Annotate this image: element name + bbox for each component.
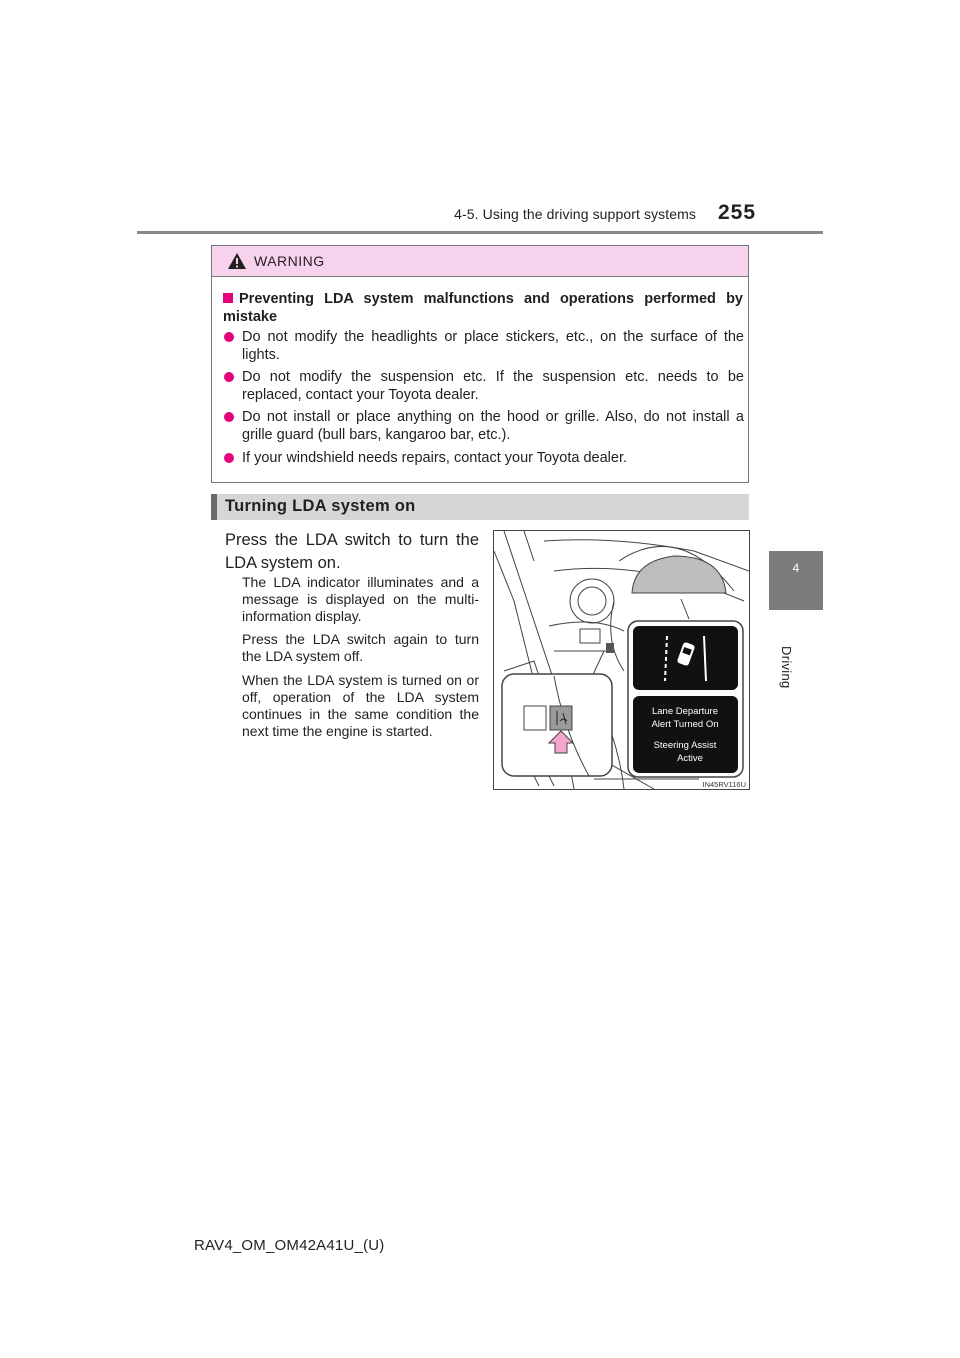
header-section-title: 4-5. Using the driving support systems: [454, 206, 696, 222]
warning-bullet: [224, 368, 744, 404]
warning-heading-text: Preventing LDA system malfunctions and operations performed by mistake: [223, 291, 743, 325]
header-rule: [137, 231, 823, 234]
chapter-tab[interactable]: [769, 551, 823, 610]
warning-bullet-text: Do not modify the headlights or place stickers, etc., on the surface of the lights.: [242, 329, 744, 363]
mid-line-3: Steering Assist: [653, 740, 717, 751]
section-title-bar: [211, 494, 749, 520]
mid-line-1: Lane Departure: [651, 706, 719, 717]
illustration-code: IN45RV116U: [702, 780, 746, 789]
note-paragraph: Press the LDA switch again to turn the LDA system off.: [242, 631, 479, 664]
section-title: Turning LDA system on: [225, 497, 416, 515]
warning-bullet-text: If your windshield needs repairs, contact your Toyota dealer.: [242, 450, 628, 466]
warning-header: [212, 246, 748, 277]
bullet-dot-icon: [224, 412, 234, 422]
note-paragraph: The LDA indicator illuminates and a message is displayed on the multi-information display.: [242, 574, 479, 624]
warning-bullet-text: Do not install or place anything on the hood or grille. Also, do not install a grille guard (bull bars, kangaroo bar, etc.).: [242, 409, 744, 443]
chapter-number: 4: [792, 561, 800, 575]
square-bullet-icon: [223, 293, 233, 303]
bullet-dot-icon: [224, 332, 234, 342]
warning-box: [211, 245, 749, 483]
warning-bullet: [224, 408, 744, 444]
mid-line-2: Alert Turned On: [651, 719, 719, 730]
warning-bullet: [224, 328, 744, 364]
warning-bullet-text: Do not modify the suspension etc. If the suspension etc. needs to be replaced, contact your Toyota dealer.: [242, 369, 744, 403]
page-number: 255: [718, 201, 757, 224]
document-code: RAV4_OM_OM42A41U_(U): [194, 1237, 385, 1254]
warning-title: WARNING: [254, 253, 325, 269]
chapter-label: Driving: [779, 646, 794, 689]
dashboard-illustration: [493, 530, 750, 790]
section-accent: [211, 494, 217, 520]
warning-triangle-icon: [227, 252, 247, 270]
bullet-dot-icon: [224, 453, 234, 463]
dashboard-drawing: [494, 531, 749, 789]
main-instruction: Press the LDA switch to turn the LDA system on.: [225, 531, 479, 572]
bullet-dot-icon: [224, 372, 234, 382]
mid-line-4: Active: [677, 753, 703, 764]
note-paragraph: When the LDA system is turned on or off, operation of the LDA system continues in the same condition the next time the engine is started.: [242, 672, 479, 739]
warning-bullet: [224, 449, 744, 467]
warning-heading: [223, 290, 743, 326]
